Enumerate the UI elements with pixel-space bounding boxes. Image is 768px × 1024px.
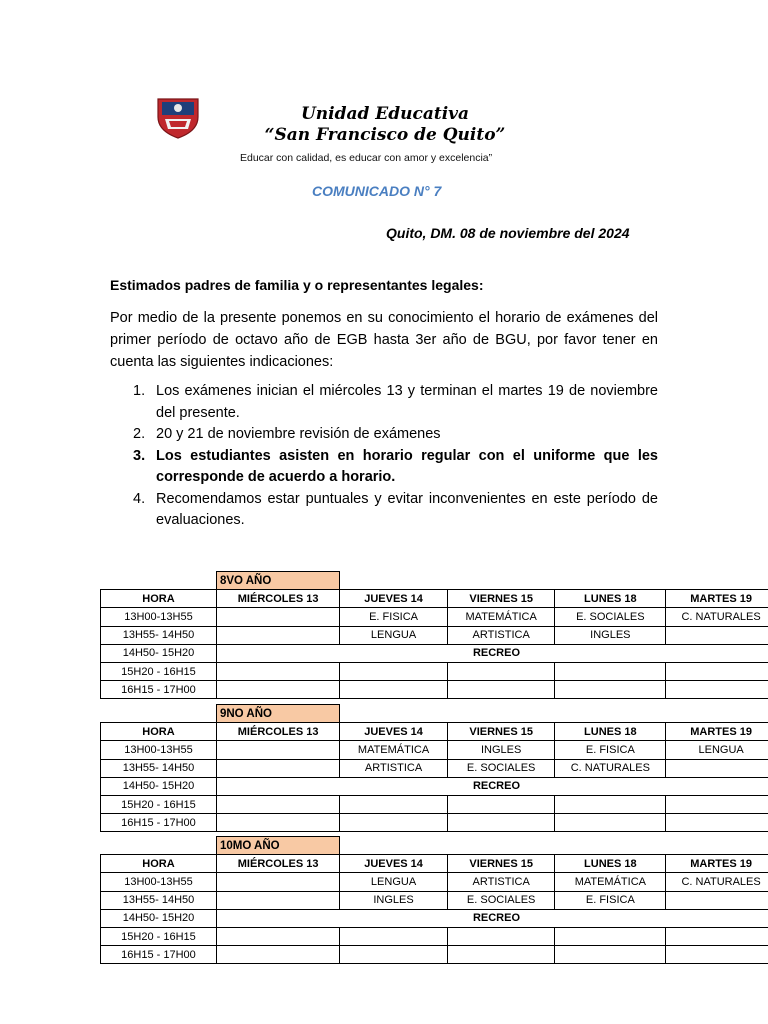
intro-paragraph: Por medio de la presente ponemos en su conocimiento el horario de exámenes del primer período de octavo año de EGB hasta 3er año de BGU, por favor tener en cuenta las siguientes indicaciones:: [110, 310, 658, 370]
table-row: [101, 795, 768, 813]
subject-cell: [666, 891, 768, 909]
column-header: LUNES 18: [555, 590, 666, 608]
hour-cell: 13H55- 14H50: [101, 891, 217, 909]
subject-cell: INGLES: [447, 741, 555, 759]
subject-cell: [216, 891, 339, 909]
hour-cell: 16H15 - 17H00: [101, 681, 217, 699]
subject-cell: C. NATURALES: [666, 873, 768, 891]
table-header-row: [101, 723, 768, 741]
list-item-text: Recomendamos estar puntuales y evitar inconvenientes en este período de evaluaciones.: [156, 490, 658, 528]
column-header: JUEVES 14: [340, 723, 448, 741]
list-item-number: 3.: [133, 447, 146, 464]
subject-cell: [666, 759, 768, 777]
column-header: MARTES 19: [666, 855, 768, 873]
school-tagline: Educar con calidad, es educar con amor y excelencia”: [240, 152, 493, 164]
schedule-table-10mo: [100, 836, 768, 964]
subject-cell: [216, 626, 339, 644]
communique-number: COMUNICADO N° 7: [312, 183, 442, 199]
hour-cell: 13H55- 14H50: [101, 759, 217, 777]
subject-cell: [666, 626, 768, 644]
table-row: [101, 626, 768, 644]
column-header: VIERNES 15: [447, 723, 555, 741]
subject-cell: [216, 608, 339, 626]
instructions-list: [110, 381, 658, 532]
column-header: LUNES 18: [555, 855, 666, 873]
column-header: MARTES 19: [666, 723, 768, 741]
subject-cell: E. FISICA: [340, 608, 448, 626]
column-header: JUEVES 14: [340, 855, 448, 873]
column-header: HORA: [101, 855, 217, 873]
greeting: Estimados padres de familia y o representantes legales:: [110, 277, 484, 293]
column-header: MARTES 19: [666, 590, 768, 608]
hour-cell: 16H15 - 17H00: [101, 814, 217, 832]
column-header: JUEVES 14: [340, 590, 448, 608]
hour-cell: 14H50- 15H20: [101, 777, 217, 795]
subject-cell: ARTISTICA: [447, 873, 555, 891]
column-header: MIÉRCOLES 13: [216, 590, 339, 608]
table-header-row: [101, 855, 768, 873]
column-header: HORA: [101, 590, 217, 608]
subject-cell: INGLES: [340, 891, 448, 909]
table-header-row: [101, 590, 768, 608]
hour-cell: 15H20 - 16H15: [101, 662, 217, 680]
table-row: [101, 777, 768, 795]
schedule-table-8vo: [100, 571, 768, 699]
hour-cell: 13H00-13H55: [101, 608, 217, 626]
table-row: [101, 662, 768, 680]
hour-cell: 13H55- 14H50: [101, 626, 217, 644]
subject-cell: E. SOCIALES: [447, 759, 555, 777]
hour-cell: 16H15 - 17H00: [101, 946, 217, 964]
table-row: [101, 681, 768, 699]
subject-cell: C. NATURALES: [555, 759, 666, 777]
schedule-table-9no: [100, 704, 768, 832]
table-row: [101, 909, 768, 927]
grade-label: 8VO AÑO: [216, 572, 339, 590]
subject-cell: E. SOCIALES: [447, 891, 555, 909]
subject-cell: ARTISTICA: [447, 626, 555, 644]
list-item-text: Los exámenes inician el miércoles 13 y terminan el martes 19 de noviembre del presente.: [156, 383, 658, 421]
list-item: [110, 381, 658, 424]
table-row: [101, 814, 768, 832]
subject-cell: MATEMÁTICA: [340, 741, 448, 759]
table-row: [101, 873, 768, 891]
subject-cell: INGLES: [555, 626, 666, 644]
school-motto-name: “San Francisco de Quito”: [264, 125, 506, 145]
subject-cell: E. FISICA: [555, 891, 666, 909]
column-header: MIÉRCOLES 13: [216, 855, 339, 873]
subject-cell: [216, 759, 339, 777]
grade-label: 9NO AÑO: [216, 705, 339, 723]
subject-cell: [216, 741, 339, 759]
recess-cell: RECREO: [216, 644, 768, 662]
table-row: [101, 891, 768, 909]
subject-cell: [216, 873, 339, 891]
subject-cell: LENGUA: [340, 873, 448, 891]
subject-cell: LENGUA: [666, 741, 768, 759]
list-item: [110, 446, 658, 489]
column-header: HORA: [101, 723, 217, 741]
subject-cell: MATEMÁTICA: [447, 608, 555, 626]
subject-cell: E. FISICA: [555, 741, 666, 759]
list-item-number: 4.: [133, 490, 146, 507]
list-item-number: 1.: [133, 383, 146, 399]
recess-cell: RECREO: [216, 909, 768, 927]
table-row: [101, 741, 768, 759]
column-header: LUNES 18: [555, 723, 666, 741]
column-header: VIERNES 15: [447, 590, 555, 608]
table-row: [101, 927, 768, 945]
column-header: MIÉRCOLES 13: [216, 723, 339, 741]
table-row: [101, 608, 768, 626]
school-crest-logo: [155, 95, 201, 139]
list-item-text: 20 y 21 de noviembre revisión de exámenes: [156, 426, 441, 442]
hour-cell: 14H50- 15H20: [101, 909, 217, 927]
hour-cell: 15H20 - 16H15: [101, 927, 217, 945]
list-item-number: 2.: [133, 426, 146, 442]
subject-cell: ARTISTICA: [340, 759, 448, 777]
subject-cell: C. NATURALES: [666, 608, 768, 626]
list-item-text: Los estudiantes asisten en horario regular con el uniforme que les corresponde de acuerdo a horario.: [156, 447, 658, 485]
list-item: [110, 489, 658, 532]
list-item: [110, 424, 658, 446]
column-header: VIERNES 15: [447, 855, 555, 873]
table-row: [101, 759, 768, 777]
hour-cell: 15H20 - 16H15: [101, 795, 217, 813]
hour-cell: 13H00-13H55: [101, 873, 217, 891]
table-row: [101, 644, 768, 662]
subject-cell: MATEMÁTICA: [555, 873, 666, 891]
subject-cell: E. SOCIALES: [555, 608, 666, 626]
table-row: [101, 946, 768, 964]
recess-cell: RECREO: [216, 777, 768, 795]
grade-label: 10MO AÑO: [216, 837, 339, 855]
hour-cell: 13H00-13H55: [101, 741, 217, 759]
subject-cell: LENGUA: [340, 626, 448, 644]
document-date: Quito, DM. 08 de noviembre del 2024: [386, 225, 630, 241]
school-name: Unidad Educativa: [300, 104, 470, 124]
hour-cell: 14H50- 15H20: [101, 644, 217, 662]
